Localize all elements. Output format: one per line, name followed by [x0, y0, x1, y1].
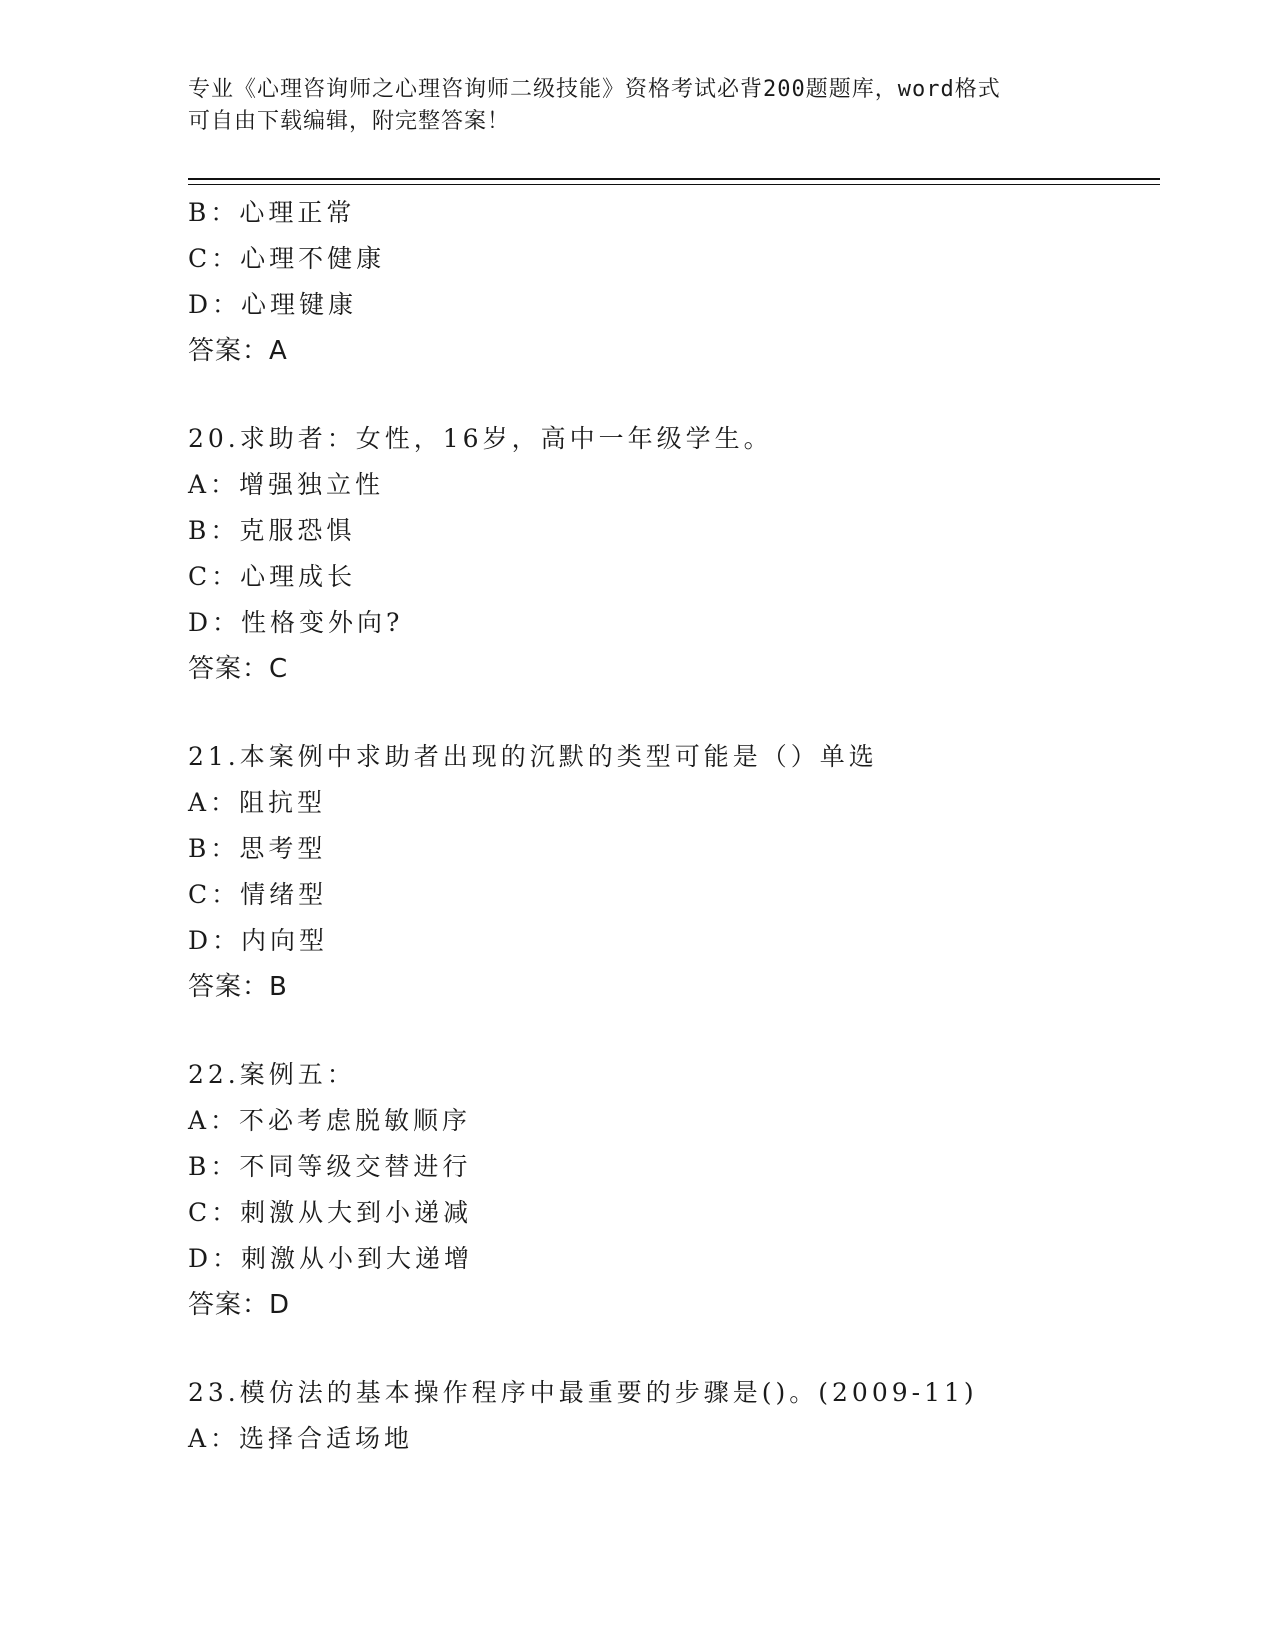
option-a: A：选择合适场地 — [188, 1424, 414, 1453]
question-list — [188, 190, 1160, 1462]
option-d: D：刺激从小到大递增 — [188, 1244, 474, 1273]
option-d: D：内向型 — [188, 926, 329, 955]
question-block-22 — [188, 1052, 1160, 1328]
answer-line: 答案：B — [188, 972, 288, 1002]
question-stem: 22.案例五： — [188, 1060, 356, 1089]
header-line-1: 专业《心理咨询师之心理咨询师二级技能》资格考试必背200题题库，word格式 — [188, 77, 1001, 102]
question-block-20 — [188, 416, 1160, 692]
header-divider-thick — [188, 178, 1160, 180]
answer-line: 答案：A — [188, 336, 288, 366]
answer-line: 答案：D — [188, 1290, 291, 1320]
answer-line: 答案：C — [188, 654, 289, 684]
document-header — [188, 74, 1088, 138]
option-c: C：刺激从大到小递减 — [188, 1198, 473, 1227]
option-a: A：不必考虑脱敏顺序 — [188, 1106, 472, 1135]
option-a: A：阻抗型 — [188, 788, 327, 817]
header-divider-thin — [188, 184, 1160, 185]
option-d: D：性格变外向? — [188, 608, 404, 637]
option-c: C：心理不健康 — [188, 244, 386, 273]
option-b: B：克服恐惧 — [188, 516, 356, 545]
option-d: D：心理键康 — [188, 290, 358, 319]
option-c: C：情绪型 — [188, 880, 328, 909]
option-b: B：不同等级交替进行 — [188, 1152, 472, 1181]
question-block-19 — [188, 190, 1160, 374]
question-block-21 — [188, 734, 1160, 1010]
question-block-23 — [188, 1370, 1160, 1462]
question-stem: 23.模仿法的基本操作程序中最重要的步骤是()。(2009-11) — [188, 1378, 978, 1407]
header-line-2: 可自由下载编辑，附完整答案！ — [188, 109, 511, 134]
question-stem: 21.本案例中求助者出现的沉默的类型可能是（）单选 — [188, 742, 878, 771]
option-a: A：增强独立性 — [188, 470, 385, 499]
option-b: B：思考型 — [188, 834, 327, 863]
option-c: C：心理成长 — [188, 562, 357, 591]
option-b: B：心理正常 — [188, 198, 356, 227]
question-stem: 20.求助者：女性，16岁，高中一年级学生。 — [188, 424, 773, 453]
